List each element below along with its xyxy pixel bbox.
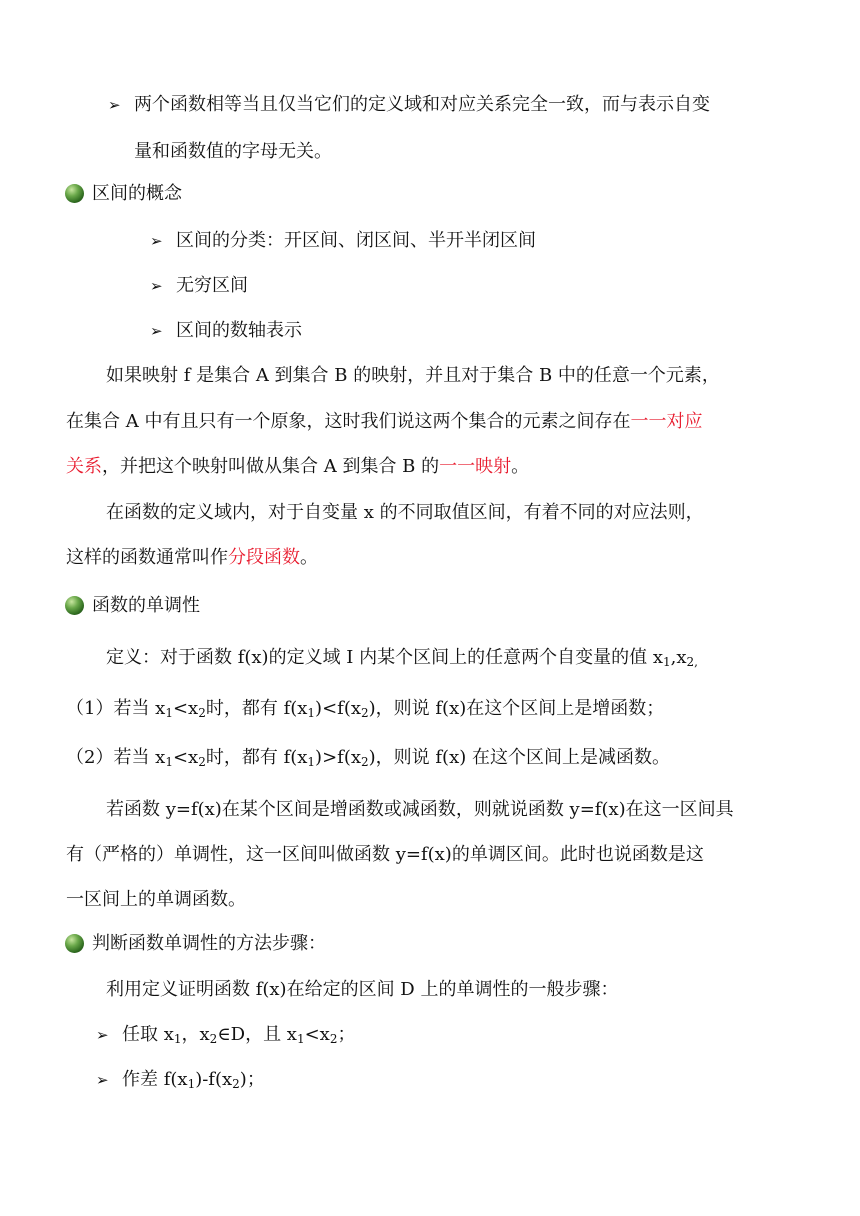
one-to-one-correspondence-term: 一一对应 [630,411,703,432]
monotonic-para-line-2: 有（严格的）单调性，这一区间叫做函数 y=f(x)的单调区间。此时也说函数是这 [66,844,704,865]
decreasing-case-line: （2）若当 $x_1<x_2$时，都有 $f(x_1)>f(x_2)$，则说 f(x) 在这个区间上是减函数。 [66,747,670,769]
interval-heading: 区间的概念 [92,183,182,204]
increasing-case-line: （1）若当 $x_1<x_2$时，都有 $f(x_1)<f(x_2)$，则说 f(x)在这个区间上是增函数； [66,698,665,720]
arrow-bullet-icon: ➢ [150,277,163,295]
mapping-para-line-3: 关系，并把这个映射叫做从集合 A 到集合 B 的一一映射。 [66,456,530,477]
definition-line: 定义：对于函数 f(x)的定义域 I 内某个区间上的任意两个自变量的值 $x_1,x_{2,}$ [106,647,698,669]
monotonicity-heading: 函数的单调性 [92,595,200,616]
mapping-para-line-1: 如果映射 f 是集合 A 到集合 B 的映射，并且对于集合 B 中的任意一个元素， [106,365,720,386]
equality-line-1: ➢ 两个函数相等当且仅当它们的定义域和对应关系完全一致，而与表示自变 [108,92,710,118]
arrow-bullet-icon: ➢ [108,96,121,114]
interval-classification-item: ➢ 区间的分类：开区间、闭区间、半开半闭区间 [150,228,536,254]
infinite-interval-item: ➢ 无穷区间 [150,273,248,299]
step-1-item: ➢ 任取 $x_1$，$x_2\in D$，且 $x_1<x_2$； [96,1024,356,1046]
step-2-item: ➢ 作差 $f(x_1)-f(x_2)$； [96,1069,265,1091]
judge-method-heading: 判断函数单调性的方法步骤： [92,933,326,954]
piecewise-function-term: 分段函数 [228,547,300,568]
green-ball-bullet-icon [65,934,84,953]
equality-line-2: 量和函数值的字母无关。 [134,141,332,162]
green-ball-bullet-icon [65,596,84,615]
judge-intro-line: 利用定义证明函数 f(x)在给定的区间 D 上的单调性的一般步骤： [106,979,619,1000]
green-ball-bullet-icon [65,184,84,203]
arrow-bullet-icon: ➢ [96,1026,109,1044]
one-to-one-mapping-term: 一一映射 [439,456,512,477]
arrow-bullet-icon: ➢ [150,322,163,340]
monotonic-para-line-3: 一区间上的单调函数。 [66,889,246,910]
interval-axis-item: ➢ 区间的数轴表示 [150,318,302,344]
piecewise-para-line-1: 在函数的定义域内，对于自变量 x 的不同取值区间，有着不同的对应法则， [106,502,704,523]
arrow-bullet-icon: ➢ [150,232,163,250]
piecewise-para-line-2: 这样的函数通常叫作分段函数。 [66,547,318,568]
mapping-para-line-2: 在集合 A 中有且只有一个原象，这时我们说这两个集合的元素之间存在一一对应 [66,411,703,432]
arrow-bullet-icon: ➢ [96,1071,109,1089]
monotonic-para-line-1: 若函数 y=f(x)在某个区间是增函数或减函数，则就说函数 y=f(x)在这一区间具 [106,799,734,820]
